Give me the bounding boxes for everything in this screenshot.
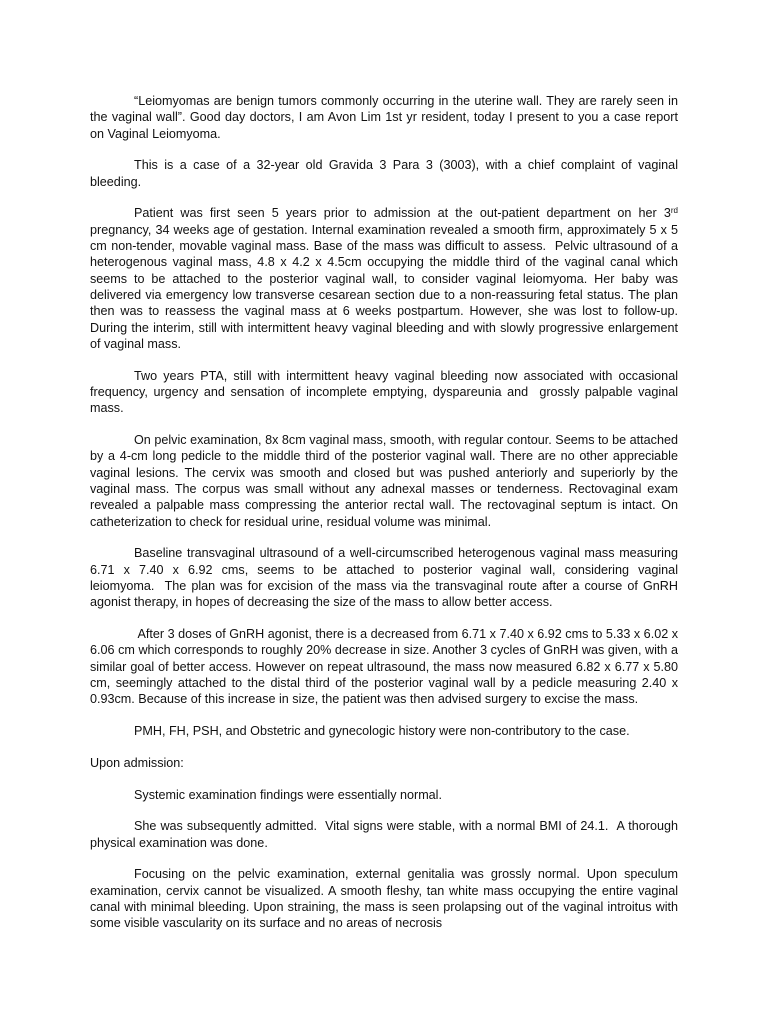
paragraph-pelvic-exam: On pelvic examination, 8x 8cm vaginal mass, smooth, with regular contour. Seems to be attached by a 4-cm long pedicle to the middle third of the posterior vaginal wall. There are no other appreciable vaginal lesions. The cervix was smooth and closed but was pushed anteriorly and superiorly by the vaginal mass. The corpus was small without any adnexal masses or tenderness. Rectovaginal exam revealed a palpable mass compressing the anterior rectal wall. The rectovaginal septum is intact. On catheterization to check for residual urine, residual volume was minimal.: [90, 433, 678, 529]
paragraph-focused-pelvic: Focusing on the pelvic examination, external genitalia was grossly normal. Upon speculum examination, cervix cannot be visualized. A smooth fleshy, tan white mass occupying the entire vaginal canal with minimal bleeding. Upon straining, the mass is seen prolapsing out of the vaginal introitus with some visible vascularity on its surface and no areas of necrosis: [90, 867, 678, 931]
paragraph-pmh: PMH, FH, PSH, and Obstetric and gynecologic history were non-contributory to the case.: [134, 724, 630, 738]
paragraph-chief-complaint: This is a case of a 32-year old Gravida 3 Para 3 (3003), with a chief complaint of vaginal bleeding.: [90, 158, 678, 189]
ordinal-superscript: rd: [670, 206, 678, 216]
paragraph-intro: “Leiomyomas are benign tumors commonly occurring in the uterine wall. They are rarely seen in the vaginal wall”. Good day doctors, I am Avon Lim 1st yr resident, today I present to you a case report on Vaginal Leiomyoma.: [90, 94, 678, 141]
paragraph-admitted: She was subsequently admitted. Vital signs were stable, with a normal BMI of 24.1. A thorough physical examination was done.: [90, 819, 678, 850]
history-text-before: Patient was first seen 5 years prior to admission at the out-patient department on her 3: [134, 206, 671, 221]
paragraph-systemic-exam: Systemic examination findings were essentially normal.: [134, 787, 442, 802]
paragraph-baseline-ultrasound: Baseline transvaginal ultrasound of a well-circumscribed heterogenous vaginal mass measuring 6.71 x 7.40 x 6.92 cms, seems to be attached to posterior vaginal wall, considering vaginal leiomyoma. The plan was for excision of the mass via the transvaginal route after a course of GnRH agonist therapy, in hopes of decreasing the size of the mass to allow better access.: [90, 546, 678, 610]
paragraph-history: [90, 205, 678, 352]
history-text-after: pregnancy, 34 weeks age of gestation. Internal examination revealed a smooth firm, approximately 5 x 5 cm non-tender, movable vaginal mass. Base of the mass was difficult to assess. Pelvic ultrasound of a heterogenous vaginal mass, 4.8 x 4.2 x 4.5cm occupying the middle third of the vaginal canal which seems to be attached to the posterior vaginal wall, to consider vaginal leiomyoma. Her baby was delivered via emergency low transverse cesarean section due to a non-reassuring fetal status. The plan then was to reassess the vaginal mass at 6 weeks postpartum. However, she was lost to follow-up. During the interim, still with intermittent heavy vaginal bleeding and with slowly progressive enlargement of vaginal mass.: [90, 222, 678, 351]
paragraph-gnrh-course: After 3 doses of GnRH agonist, there is a decreased from 6.71 x 7.40 x 6.92 cms to 5.33 x 6.02 x 6.06 cm which corresponds to roughly 20% decrease in size. Another 3 cycles of GnRH was given, with a similar goal of better access. However on repeat ultrasound, the mass now measured 6.82 x 6.77 x 5.80 cm, seemingly attached to the distal third of the posterior vaginal wall by a pedicle measuring 2.40 x 0.93cm. Because of this increase in size, the patient was then advised surgery to excise the mass.: [90, 627, 678, 707]
paragraph-upon-admission: Upon admission:: [90, 755, 184, 770]
paragraph-two-years-pta: Two years PTA, still with intermittent heavy vaginal bleeding now associated with occasional frequency, urgency and sensation of incomplete emptying, dyspareunia and grossly palpable vaginal mass.: [90, 368, 678, 416]
